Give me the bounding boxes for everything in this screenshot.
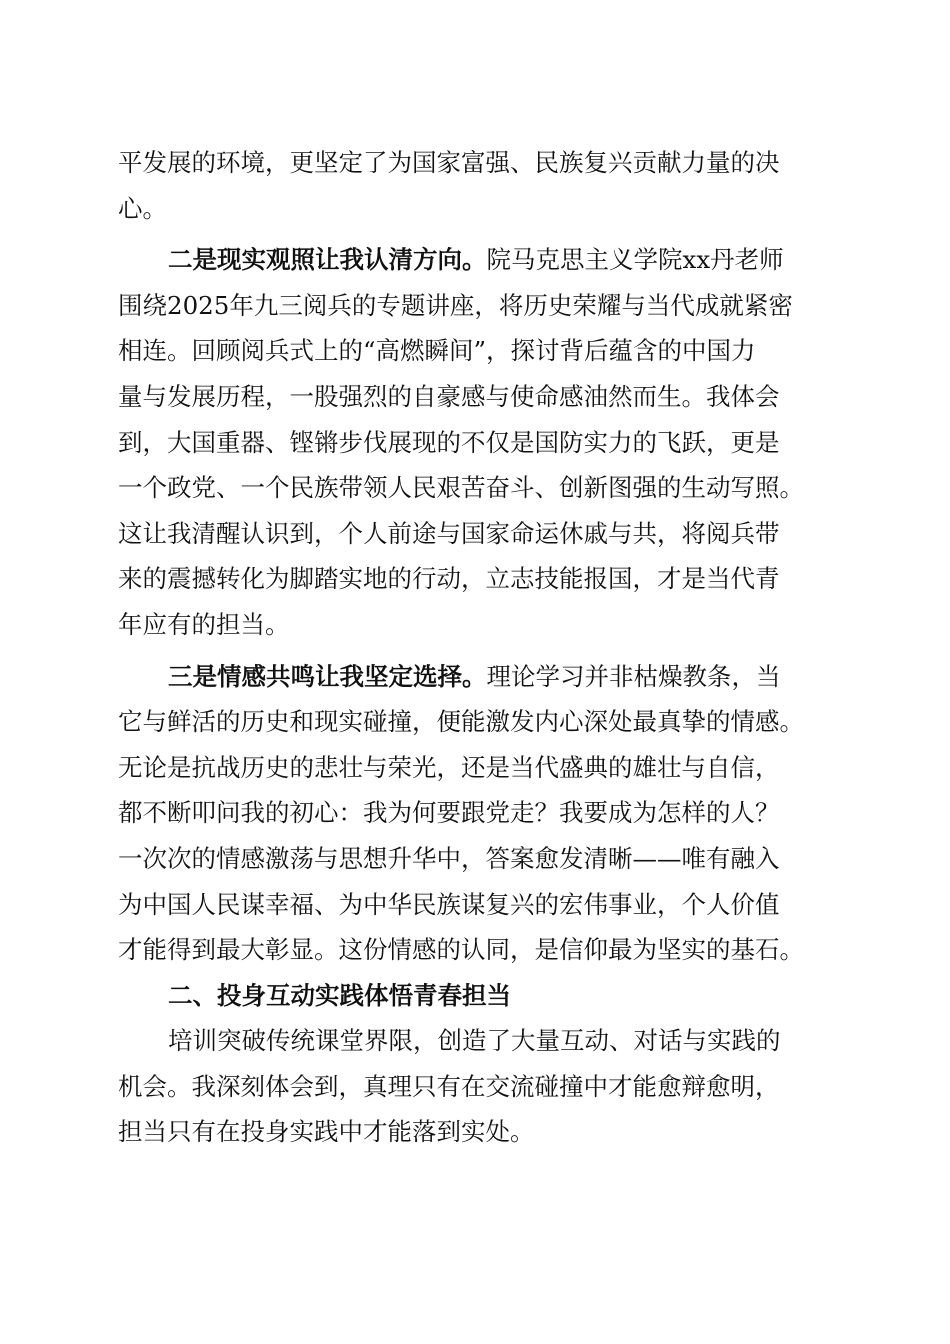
- paragraph-line: 这让我清醒认识到，个人前途与国家命运休戚与共，将阅兵带: [118, 518, 780, 548]
- paragraph-line: 才能得到最大彰显。这份情感的认同，是信仰最为坚实的基石。: [118, 935, 804, 965]
- paragraph-line: 担当只有在投身实践中才能落到实处。: [118, 1117, 535, 1147]
- paragraph-heading: 三是情感共鸣让我坚定选择。: [168, 661, 487, 691]
- section-heading: 二、投身互动实践体悟青春担当: [168, 980, 511, 1010]
- paragraph-line: 量与发展历程，一股强烈的自豪感与使命感油然而生。我体会: [118, 381, 780, 411]
- paragraph-line: 都不断叩问我的初心：我为何要跟党走？我要成为怎样的人？: [118, 798, 780, 828]
- paragraph-line: 相连。回顾阅兵式上的“高燃瞬间”，探讨背后蕴含的中国力: [118, 336, 756, 366]
- document-body: [118, 140, 838, 1155]
- paragraph-line: 无论是抗战历史的悲壮与荣光，还是当代盛典的雄壮与自信，: [118, 752, 780, 782]
- paragraph-line: 心。: [118, 193, 167, 223]
- paragraph-first-line: [118, 237, 838, 283]
- paragraph-heading: 二是现实观照让我认清方向。: [168, 245, 487, 275]
- paragraph-line: 年应有的担当。: [118, 609, 290, 639]
- paragraph-line: 围绕2025年九三阅兵的专题讲座，将历史荣耀与当代成就紧密: [118, 290, 793, 320]
- paragraph-text: 理论学习并非枯燥教条，当: [486, 661, 781, 691]
- paragraph-line: 来的震撼转化为脚踏实地的行动，立志技能报国，才是当代青: [118, 564, 780, 594]
- paragraph-line: 为中国人民谋幸福、为中华民族谋复兴的宏伟事业，个人价值: [118, 889, 780, 919]
- paragraph-line: 到，大国重器、铿锵步伐展现的不仅是国防实力的飞跃，更是: [118, 427, 780, 457]
- paragraph-line: 培训突破传统课堂界限，创造了大量互动、对话与实践的: [168, 1026, 781, 1056]
- paragraph-first-line: [118, 654, 838, 700]
- paragraph-line: 一次次的情感激荡与思想升华中，答案愈发清晰——唯有融入: [118, 843, 780, 873]
- paragraph-line: 一个政党、一个民族带领人民艰苦奋斗、创新图强的生动写照。: [118, 473, 804, 503]
- paragraph-line: 平发展的环境，更坚定了为国家富强、民族复兴贡献力量的决: [118, 148, 780, 177]
- paragraph-line: 机会。我深刻体会到，真理只有在交流碰撞中才能愈辩愈明，: [118, 1071, 780, 1101]
- paragraph-line: 它与鲜活的历史和现实碰撞，便能激发内心深处最真挚的情感。: [118, 707, 804, 737]
- paragraph-text: 院马克思主义学院xx丹老师: [486, 245, 784, 275]
